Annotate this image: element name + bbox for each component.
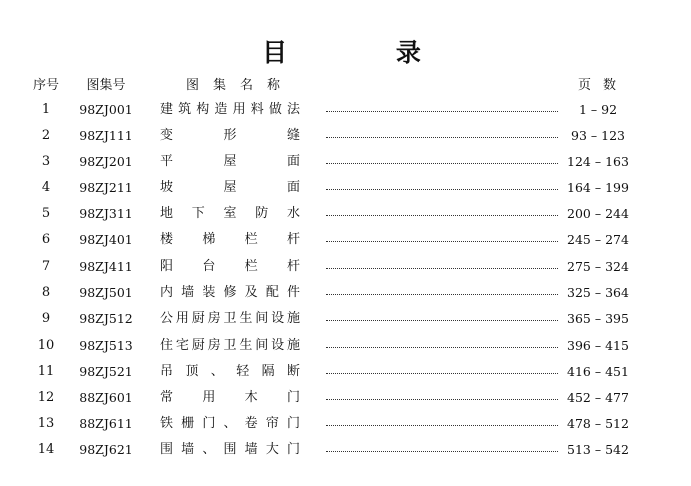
row-pages: 325 – 364 [567,285,629,300]
row-pages: 93 – 123 [571,128,625,143]
dot-leader [326,347,558,348]
row-pages: 200 – 244 [567,206,629,221]
row-code: 98ZJ001 [79,102,133,117]
row-code: 98ZJ211 [79,180,133,195]
table-row [0,257,691,277]
row-code: 98ZJ111 [79,128,133,143]
dot-leader [326,451,558,452]
row-name: 吊顶、轻隔断 [160,364,300,379]
row-name: 楼梯栏杆 [160,232,300,247]
dot-leader [326,320,558,321]
row-name: 内墙装修及配件 [160,285,300,300]
row-code: 98ZJ621 [79,442,133,457]
row-name: 坡屋面 [160,180,300,195]
row-name: 常用木门 [160,390,300,405]
row-name: 住宅厨房卫生间设施 [160,338,300,353]
dot-leader [326,189,558,190]
dot-leader [326,294,558,295]
row-pages: 1 – 92 [578,102,618,117]
row-code: 98ZJ512 [79,311,133,326]
row-no: 5 [41,206,51,221]
row-name: 铁栅门、卷帘门 [160,416,300,431]
table-row [0,414,691,434]
dot-leader [326,137,558,138]
row-code: 98ZJ501 [79,285,133,300]
page-title: 目 录 [262,38,471,67]
row-code: 98ZJ411 [79,259,133,274]
row-no: 13 [37,416,55,431]
dot-leader [326,399,558,400]
table-row [0,204,691,224]
row-code: 88ZJ611 [79,416,133,431]
dot-leader [326,425,558,426]
row-no: 8 [41,285,51,300]
row-no: 1 [41,102,51,117]
row-code: 98ZJ201 [79,154,133,169]
table-row [0,152,691,172]
dot-leader [326,373,558,374]
row-pages: 416 – 451 [567,364,629,379]
row-pages: 365 – 395 [567,311,629,326]
row-code: 98ZJ311 [79,206,133,221]
dot-leader [326,241,558,242]
table-row [0,178,691,198]
row-name: 变形缝 [160,128,300,143]
row-name: 地下室防水 [160,206,300,221]
row-no: 12 [37,390,55,405]
row-no: 7 [41,259,51,274]
row-no: 6 [41,232,51,247]
header-no: 序号 [32,78,59,93]
row-pages: 164 – 199 [567,180,629,195]
row-name: 公用厨房卫生间设施 [160,311,300,326]
table-row [0,388,691,408]
row-pages: 245 – 274 [567,232,629,247]
row-pages: 396 – 415 [567,338,629,353]
table-row [0,362,691,382]
row-code: 88ZJ601 [79,390,133,405]
row-code: 98ZJ401 [79,232,133,247]
row-code: 98ZJ521 [79,364,133,379]
table-row [0,230,691,250]
row-no: 9 [41,311,51,326]
row-name: 围墙、围墙大门 [160,442,300,457]
row-no: 4 [41,180,51,195]
header-code: 图集号 [86,78,126,93]
row-pages: 478 – 512 [567,416,629,431]
table-header [0,76,691,96]
row-pages: 513 – 542 [567,442,629,457]
header-pages: 页数 [577,78,628,93]
row-pages: 124 – 163 [567,154,629,169]
row-name: 平屋面 [160,154,300,169]
dot-leader [326,215,558,216]
row-pages: 275 – 324 [567,259,629,274]
table-row [0,283,691,303]
row-name: 建筑构造用料做法 [160,102,300,117]
table-row [0,126,691,146]
row-no: 14 [37,442,55,457]
dot-leader [326,268,558,269]
row-pages: 452 – 477 [567,390,629,405]
row-no: 3 [41,154,51,169]
table-row [0,309,691,329]
row-no: 2 [41,128,51,143]
dot-leader [326,163,558,164]
row-code: 98ZJ513 [79,338,133,353]
header-name: 图集名称 [185,78,294,93]
dot-leader [326,111,558,112]
row-no: 11 [37,364,55,379]
table-row [0,100,691,120]
table-row [0,440,691,460]
table-row [0,336,691,356]
row-no: 10 [37,338,55,353]
row-name: 阳台栏杆 [160,259,300,274]
